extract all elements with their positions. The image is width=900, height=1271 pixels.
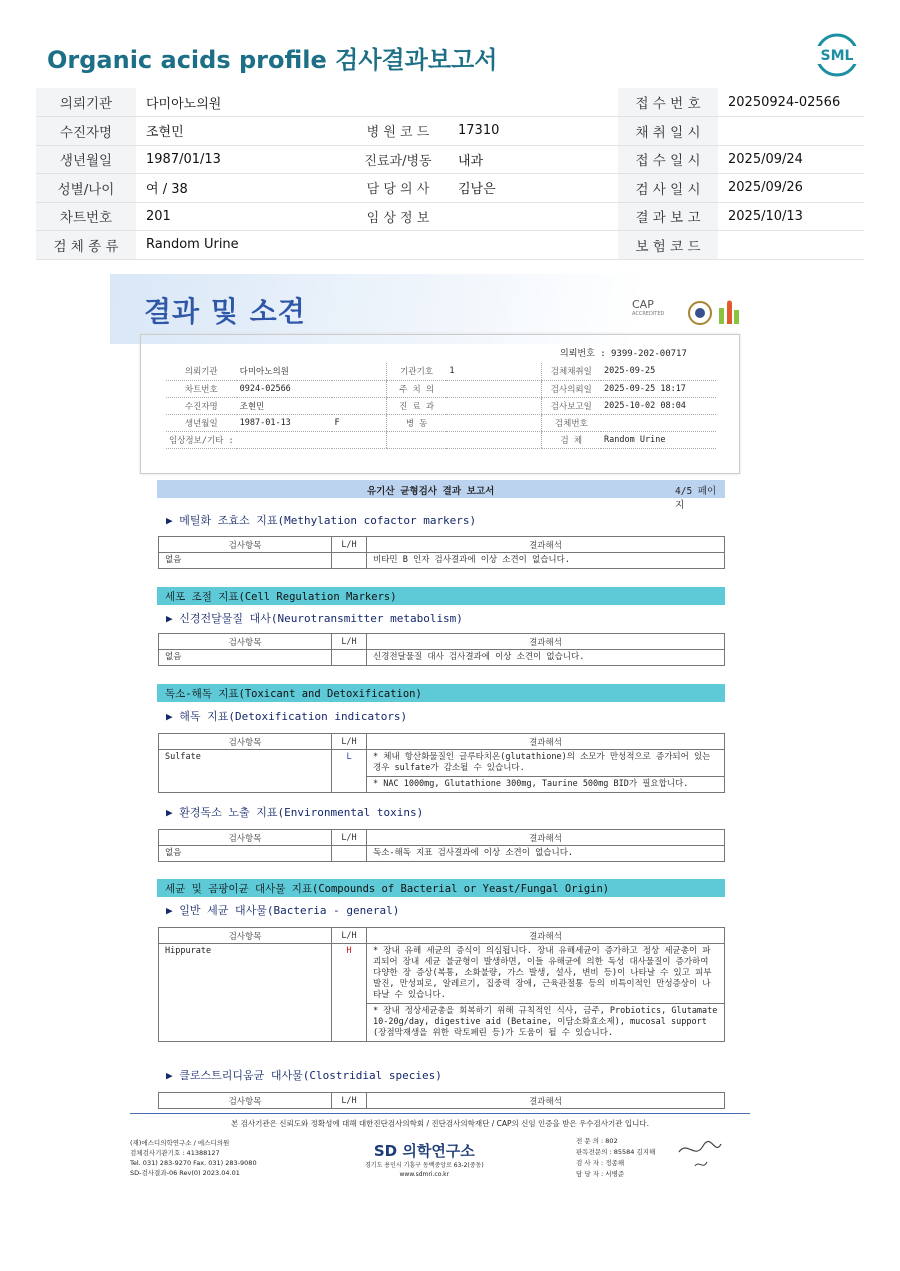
header-label: 접 수 번 호 (618, 88, 718, 117)
header-label: 검 체 종 류 (36, 231, 136, 260)
info-value (446, 414, 541, 431)
info-value (332, 380, 387, 397)
header-value (448, 202, 618, 231)
header-row (36, 202, 864, 231)
info-value (446, 380, 541, 397)
info-label: 병 동 (386, 414, 446, 431)
accreditation-icon (717, 298, 741, 328)
info-value: 2025-10-02 08:04 (601, 397, 716, 414)
info-value: Random Urine (601, 431, 716, 448)
report-banner-title: 결과 및 소견 (144, 295, 306, 328)
info-label: 검사보고일 (541, 397, 601, 414)
header-value: 내과 (448, 145, 618, 174)
header-row (36, 231, 864, 260)
header-value: 17310 (448, 117, 618, 146)
info-label: 기관기호 (386, 363, 446, 380)
info-row (166, 363, 716, 380)
header-label: 담 당 의 사 (348, 174, 448, 203)
header-value (718, 231, 864, 260)
footer-lab-info: (재)에스디의학연구소 / 에스디의원 검체검사기관기호 : 41388127 Tel. 031) 283-9270 Fax. 031) 283-9080 SD-검사결과-06 Rev(0) 2023.04.01 (130, 1139, 257, 1177)
info-label: 의뢰기관 (166, 363, 237, 380)
info-label: 차트번호 (166, 380, 237, 397)
detox-subheading: ▶ 해독 지표(Detoxification indicators) (166, 710, 408, 723)
detox-table: 검사항목 L/H 결과해석 Sulfate L * 체내 항산화물질인 글루타치온(glutathione)의 소모가 만성적으로 증가되어 있는 경우 sulfate가 감소될 수 있습니다. * NAC 1000mg, Glutathione 300mg, Taurine 500mg BID가 필요합니다. (158, 733, 725, 793)
sml-logo-text: SML (820, 48, 854, 64)
header-label: 의뢰기관 (36, 88, 136, 117)
header-label: 병 원 코 드 (348, 117, 448, 146)
info-value (332, 363, 387, 380)
info-label: 검체번호 (541, 414, 601, 431)
header-value: 조현민 (136, 117, 348, 146)
header-label: 접 수 일 시 (618, 145, 718, 174)
info-value: 0924-02566 (237, 380, 332, 397)
methylation-subheading: ▶ 메틸화 조효소 지표(Methylation cofactor markers) (166, 514, 477, 527)
info-value (446, 431, 541, 448)
header-value: 1987/01/13 (136, 145, 348, 174)
header-row (36, 117, 864, 146)
info-label: 수진자명 (166, 397, 237, 414)
header-label: 보 험 코 드 (618, 231, 718, 260)
header-label: 성별/나이 (36, 174, 136, 203)
footer-brand: SD 의학연구소 경기도 용인시 기흥구 동백중앙로 63-2(중동) www.sdmri.co.kr (365, 1142, 484, 1178)
info-label: 임상정보/기타 : (166, 431, 237, 448)
report-bar-title: 유기산 균형검사 결과 보고서 (367, 486, 495, 497)
patient-info-table (166, 363, 716, 449)
header-label: 진료과/병동 (348, 145, 448, 174)
environmental-subheading: ▶ 환경독소 노출 지표(Environmental toxins) (166, 806, 424, 819)
info-value (332, 431, 387, 448)
header-label: 임 상 정 보 (348, 202, 448, 231)
info-label: 생년월일 (166, 414, 237, 431)
info-value: 1 (446, 363, 541, 380)
info-label: 검사의뢰일 (541, 380, 601, 397)
info-row (166, 431, 716, 448)
info-value (237, 431, 332, 448)
signature-image (675, 1134, 725, 1174)
header-label (348, 231, 448, 260)
header-value (718, 117, 864, 146)
info-value (332, 397, 387, 414)
section-cell-regulation: 세포 조절 지표(Cell Regulation Markers) (157, 587, 725, 605)
header-value: Random Urine (136, 231, 348, 260)
neurotransmitter-table: 검사항목 L/H 결과해석 없음 신경전달물질 대사 검사결과에 이상 소견이 없습니다. (158, 633, 725, 666)
header-value: 2025/09/26 (718, 174, 864, 203)
page-title: Organic acids profile 검사결과보고서 (47, 46, 498, 74)
bacteria-table: 검사항목 L/H 결과해석 Hippurate H * 장내 유해 세균의 증식이 의심됩니다. 장내 유해세균이 증가하고 정상 세균총이 파괴되어 장내 세균 불균형이 발생하면, 이들 유해균에 의한 독성 대사물질이 증가하여 다양한 장 증상(복통, 소화불량, 가스 발생, 설사, 변비 등)이 나타날 수 있고 피부발진, 만성피로, 알레르기, 집중력 장애, 근육관절통 등의 비특이적인 만성증상이 나타날 수 있습니다. * 장내 정상세균총을 회복하기 위해 규칙적인 식사, 금주, Probiotics, Glutamate 10-20g/day, digestive aid (Betaine, 이담소화효소제), mucosal support (장점막재생을 위한 락토페린 등)가 도움이 될 수 있습니다. (158, 927, 725, 1042)
bacteria-general-subheading: ▶ 일반 세균 대사물(Bacteria - general) (166, 904, 400, 917)
footer-accreditation-note: 본 검사기관은 신뢰도와 정확성에 대해 대한진단검사의학회 / 진단검사의학재단 / CAP의 신임 인증을 받은 우수검사기관 입니다. (130, 1113, 750, 1129)
header-label: 생년월일 (36, 145, 136, 174)
environmental-table: 검사항목 L/H 결과해석 없음 독소-해독 지표 검사결과에 이상 소견이 없습니다. (158, 829, 725, 862)
info-label: 주 치 의 (386, 380, 446, 397)
info-row (166, 397, 716, 414)
neurotransmitter-subheading: ▶ 신경전달물질 대사(Neurotransmitter metabolism) (166, 612, 463, 625)
info-label: 검체채취일 (541, 363, 601, 380)
header-value: 다미아노의원 (136, 88, 348, 117)
section-toxicant: 독소-해독 지표(Toxicant and Detoxification) (157, 684, 725, 702)
report-title-bar (157, 480, 725, 511)
info-row (166, 380, 716, 397)
report-image (110, 274, 770, 1196)
info-value: 조현민 (237, 397, 332, 414)
info-value: 다미아노의원 (237, 363, 332, 380)
cap-certification-icon: CAP ACCREDITED (632, 298, 665, 317)
header-row (36, 145, 864, 174)
clostridial-subheading: ▶ 클로스트리디움균 대사물(Clostridial species) (166, 1069, 442, 1082)
header-value (448, 231, 618, 260)
info-label: 검 체 (541, 431, 601, 448)
info-label (386, 431, 446, 448)
info-value (446, 397, 541, 414)
info-value: F (332, 414, 387, 431)
header-label: 차트번호 (36, 202, 136, 231)
methylation-table: 검사항목 L/H 결과해석 없음 비타민 B 인자 검사결과에 이상 소견이 없습니다. (158, 536, 725, 569)
info-value (601, 414, 716, 431)
header-row (36, 88, 864, 117)
header-value: 20250924-02566 (718, 88, 864, 117)
header-label: 검 사 일 시 (618, 174, 718, 203)
header-label: 수진자명 (36, 117, 136, 146)
seal-icon (687, 298, 713, 328)
report-page-number: 4/5 페이지 (675, 486, 717, 511)
header-label: 채 취 일 시 (618, 117, 718, 146)
header-value: 2025/09/24 (718, 145, 864, 174)
patient-header-table (36, 88, 864, 260)
clostridial-table: 검사항목 L/H 결과해석 (158, 1092, 725, 1109)
sd-logo-text: SD 의학연구소 (373, 1142, 475, 1160)
header-row (36, 174, 864, 203)
header-value: 김남은 (448, 174, 618, 203)
header-label (348, 88, 448, 117)
section-bacterial-fungal: 세균 및 곰팡이균 대사물 지표(Compounds of Bacterial or Yeast/Fungal Origin) (157, 879, 725, 897)
info-value: 1987-01-13 (237, 414, 332, 431)
footer-signatures: 전 문 의 : 802 판독전문의 : 85584 김지해 검 사 자 : 정종해 담 당 자 : 서병준 (576, 1137, 656, 1178)
header-value (448, 88, 618, 117)
info-value: 2025-09-25 (601, 363, 716, 380)
header-label: 결 과 보 고 (618, 202, 718, 231)
info-value: 2025-09-25 18:17 (601, 380, 716, 397)
request-number: 의뢰번호 : 9399-202-00717 (560, 349, 687, 359)
info-row (166, 414, 716, 431)
sml-logo (814, 32, 860, 78)
info-label: 진 료 과 (386, 397, 446, 414)
header-value: 여 / 38 (136, 174, 348, 203)
header-value: 201 (136, 202, 348, 231)
header-value: 2025/10/13 (718, 202, 864, 231)
